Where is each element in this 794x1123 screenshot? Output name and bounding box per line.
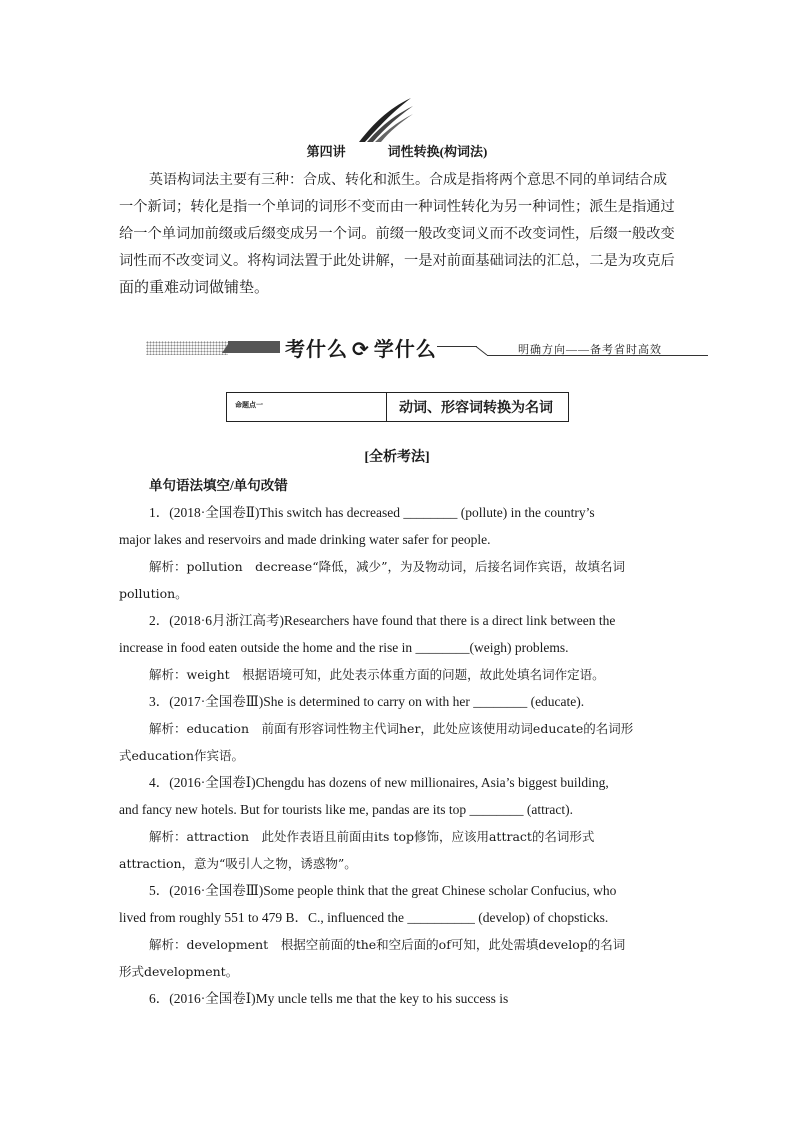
- banner-dots: [146, 341, 228, 355]
- banner-heading-left: 考什么: [285, 337, 348, 361]
- section-heading: [全析考法]: [364, 450, 430, 465]
- intro-paragraph: [119, 167, 675, 302]
- lecture-number: 第四讲: [306, 144, 346, 159]
- circular-arrow-icon: ⟳: [352, 337, 370, 361]
- answer-line: pollution。: [119, 586, 188, 601]
- swoosh-decoration-icon: [355, 96, 415, 146]
- intro-line: 给一个单词加前缀或后缀变成另一个词。前缀一般改变词义而不改变词性，后缀一般改变: [119, 226, 675, 242]
- answer-line: 解析：development 根据空前面的the和空后面的of可知，此处需填develop的名词: [149, 937, 626, 952]
- question-line: major lakes and reservoirs and made drinking water safer for people.: [119, 532, 491, 547]
- banner-rule: [437, 346, 477, 347]
- banner-bar: [228, 341, 280, 353]
- question-line: 3．(2017·全国卷Ⅲ)She is determined to carry on with her ________ (educate).: [149, 694, 585, 709]
- answer-line: attraction，意为“吸引人之物，诱惑物”。: [119, 856, 357, 871]
- lecture-topic: 词性转换(构词法): [387, 144, 488, 159]
- intro-line: 词性而不改变词义。将构词法置于此处讲解，一是对前面基础词法的汇总，二是为攻克后: [119, 253, 675, 269]
- answer-line: 解析：education 前面有形容词性物主代词her，此处应该使用动词educate的名词形: [149, 721, 634, 736]
- question-line: 6．(2016·全国卷Ⅰ)My uncle tells me that the key to his success is: [149, 991, 509, 1006]
- intro-line: 英语构词法主要有三种：合成、转化和派生。合成是指将两个意思不同的单词结合成: [149, 173, 667, 188]
- question-line: 4．(2016·全国卷Ⅰ)Chengdu has dozens of new millionaires, Asia’s biggest building,: [149, 775, 609, 790]
- question-line: 5．(2016·全国卷Ⅲ)Some people think that the great Chinese scholar Confucius, who: [149, 883, 617, 898]
- banner-heading-right: 学什么: [373, 337, 437, 361]
- banner-tagline: 明确方向——备考省时高效: [518, 344, 662, 356]
- subsection-title: 单句语法填空/单句改错: [149, 478, 288, 493]
- answer-line: 解析：weight 根据语境可知，此处表示体重方面的问题，故此处填名词作定语。: [149, 667, 605, 682]
- intro-line: 面的重难动词做铺垫。: [119, 280, 270, 296]
- question-line: and fancy new hotels. But for tourists like me, pandas are its top ________ (attract).: [119, 802, 574, 817]
- answer-line: 解析：pollution decrease“降低，减少”，为及物动词，后接名词作宾语，故填名词: [149, 559, 625, 574]
- banner-heading: [285, 333, 437, 362]
- question-line: lived from roughly 551 to 479 B．C., influenced the __________ (develop) of chopsticks.: [119, 910, 609, 925]
- topic-box: [226, 392, 569, 422]
- topic-label: 命题点一: [227, 393, 387, 421]
- banner-rule-slant: [476, 346, 488, 355]
- answer-line: 解析：attraction 此处作表语且前面由its top修饰，应该用attract的名词形式: [149, 829, 595, 844]
- section-banner: [146, 335, 708, 365]
- question-line: 2．(2018·6月浙江高考)Researchers have found that there is a direct link between the: [149, 613, 616, 628]
- question-line: 1．(2018·全国卷Ⅱ)This switch has decreased ________ (pollute) in the country’s: [149, 505, 595, 520]
- question-line: increase in food eaten outside the home and the rise in ________(weigh) problems.: [119, 640, 569, 655]
- topic-name: 动词、形容词转换为名词: [399, 401, 553, 416]
- answer-line: 式education作宾语。: [119, 748, 245, 763]
- exercise-list: [119, 472, 675, 1012]
- lecture-title: [0, 141, 794, 160]
- answer-line: 形式development。: [119, 964, 239, 979]
- intro-line: 一个新词；转化是指一个单词的词形不变而由一种词性转化为另一种词性；派生是指通过: [119, 199, 675, 215]
